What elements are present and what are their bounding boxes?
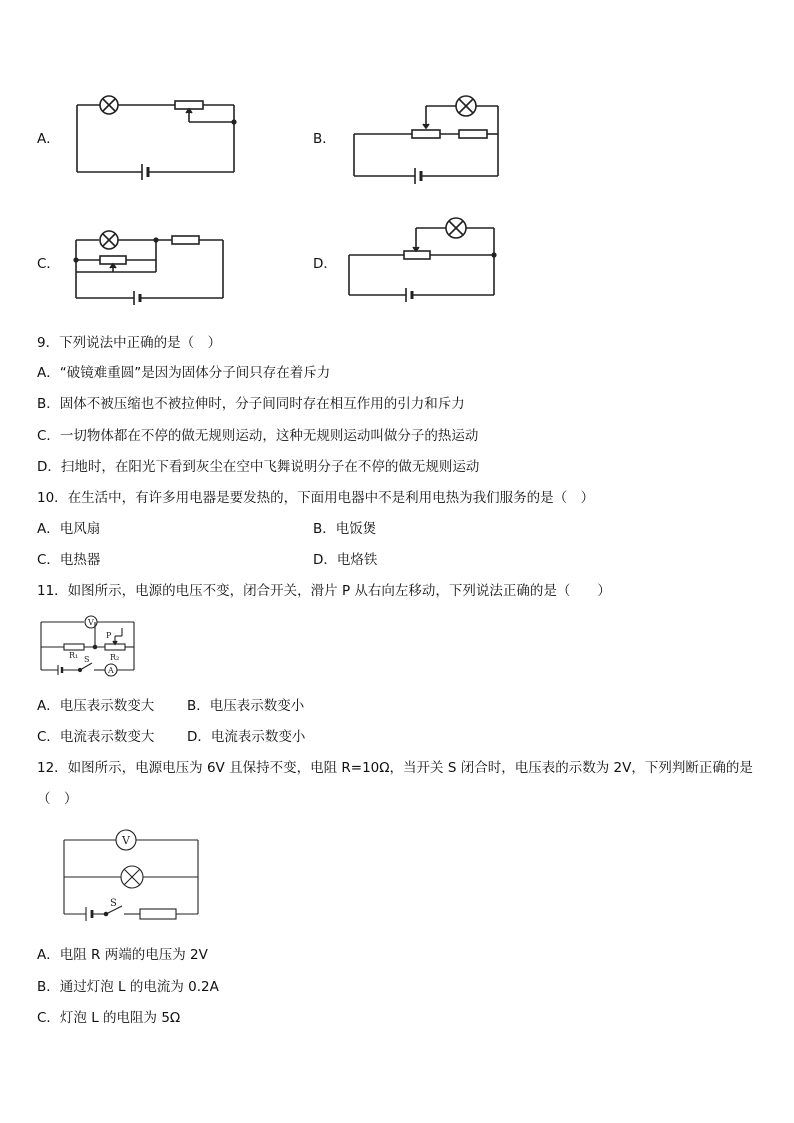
q9-stem: 9．下列说法中正确的是（ ） [37, 335, 222, 351]
q10-option-a: A．电风扇 [37, 521, 101, 537]
q12-option-a: A．电阻 R 两端的电压为 2V [37, 947, 208, 963]
q8-circuit-c [72, 230, 227, 302]
q11-switch-label: S [84, 655, 90, 664]
q11-ammeter-label: A [108, 666, 114, 675]
q10-option-c: C．电热器 [37, 552, 101, 568]
q12-stem-continued: （ ） [37, 791, 78, 807]
q9-option-b: B．固体不被压缩也不被拉伸时，分子间同时存在相互作用的引力和斥力 [37, 396, 465, 412]
q11-circuit [40, 614, 138, 678]
q8-option-b-label: B． [313, 131, 336, 147]
q11-voltmeter-label: V [88, 618, 94, 627]
q11-option-d: D．电流表示数变小 [187, 729, 306, 745]
q10-option-d: D．电烙铁 [313, 552, 378, 568]
q12-option-c: C．灯泡 L 的电阻为 5Ω [37, 1010, 181, 1026]
q8-option-c-label: C． [37, 256, 60, 272]
q12-option-b: B．通过灯泡 L 的电流为 0.2A [37, 979, 219, 995]
q11-stem: 11．如图所示，电源的电压不变，闭合开关，滑片 P 从右向左移动，下列说法正确的是（ ） [37, 583, 611, 599]
q9-option-c: C．一切物体都在不停的做无规则运动，这种无规则运动叫做分子的热运动 [37, 428, 479, 444]
q12-stem: 12．如图所示，电源电压为 6V 且保持不变，电阻 R=10Ω，当开关 S 闭合时，电压表的示数为 2V，下列判断正确的是 [37, 760, 753, 776]
q11-option-b: B．电压表示数变小 [187, 698, 305, 714]
q10-option-b: B．电饭煲 [313, 521, 377, 537]
q9-option-d: D．扫地时，在阳光下看到灰尘在空中飞舞说明分子在不停的做无规则运动 [37, 459, 480, 475]
q8-circuit-b [352, 94, 502, 184]
q8-option-a-label: A． [37, 131, 60, 147]
q12-circuit [62, 826, 202, 922]
q12-voltmeter-label: V [122, 834, 130, 847]
q8-circuit-a [76, 98, 241, 180]
q11-slider-label: P [106, 631, 112, 640]
q11-option-c: C．电流表示数变大 [37, 729, 155, 745]
q8-option-d-label: D． [313, 256, 337, 272]
q11-r1-label: R₁ [69, 651, 79, 660]
q12-switch-label: S [110, 898, 117, 909]
q11-r2-label: R₂ [110, 653, 120, 662]
q11-option-a: A．电压表示数变大 [37, 698, 155, 714]
q10-stem: 10．在生活中，有许多用电器是要发热的，下面用电器中不是利用电热为我们服务的是（ ） [37, 490, 595, 506]
q8-circuit-d [346, 217, 501, 303]
q9-option-a: A．“破镜难重圆”是因为固体分子间只存在着斥力 [37, 365, 331, 381]
